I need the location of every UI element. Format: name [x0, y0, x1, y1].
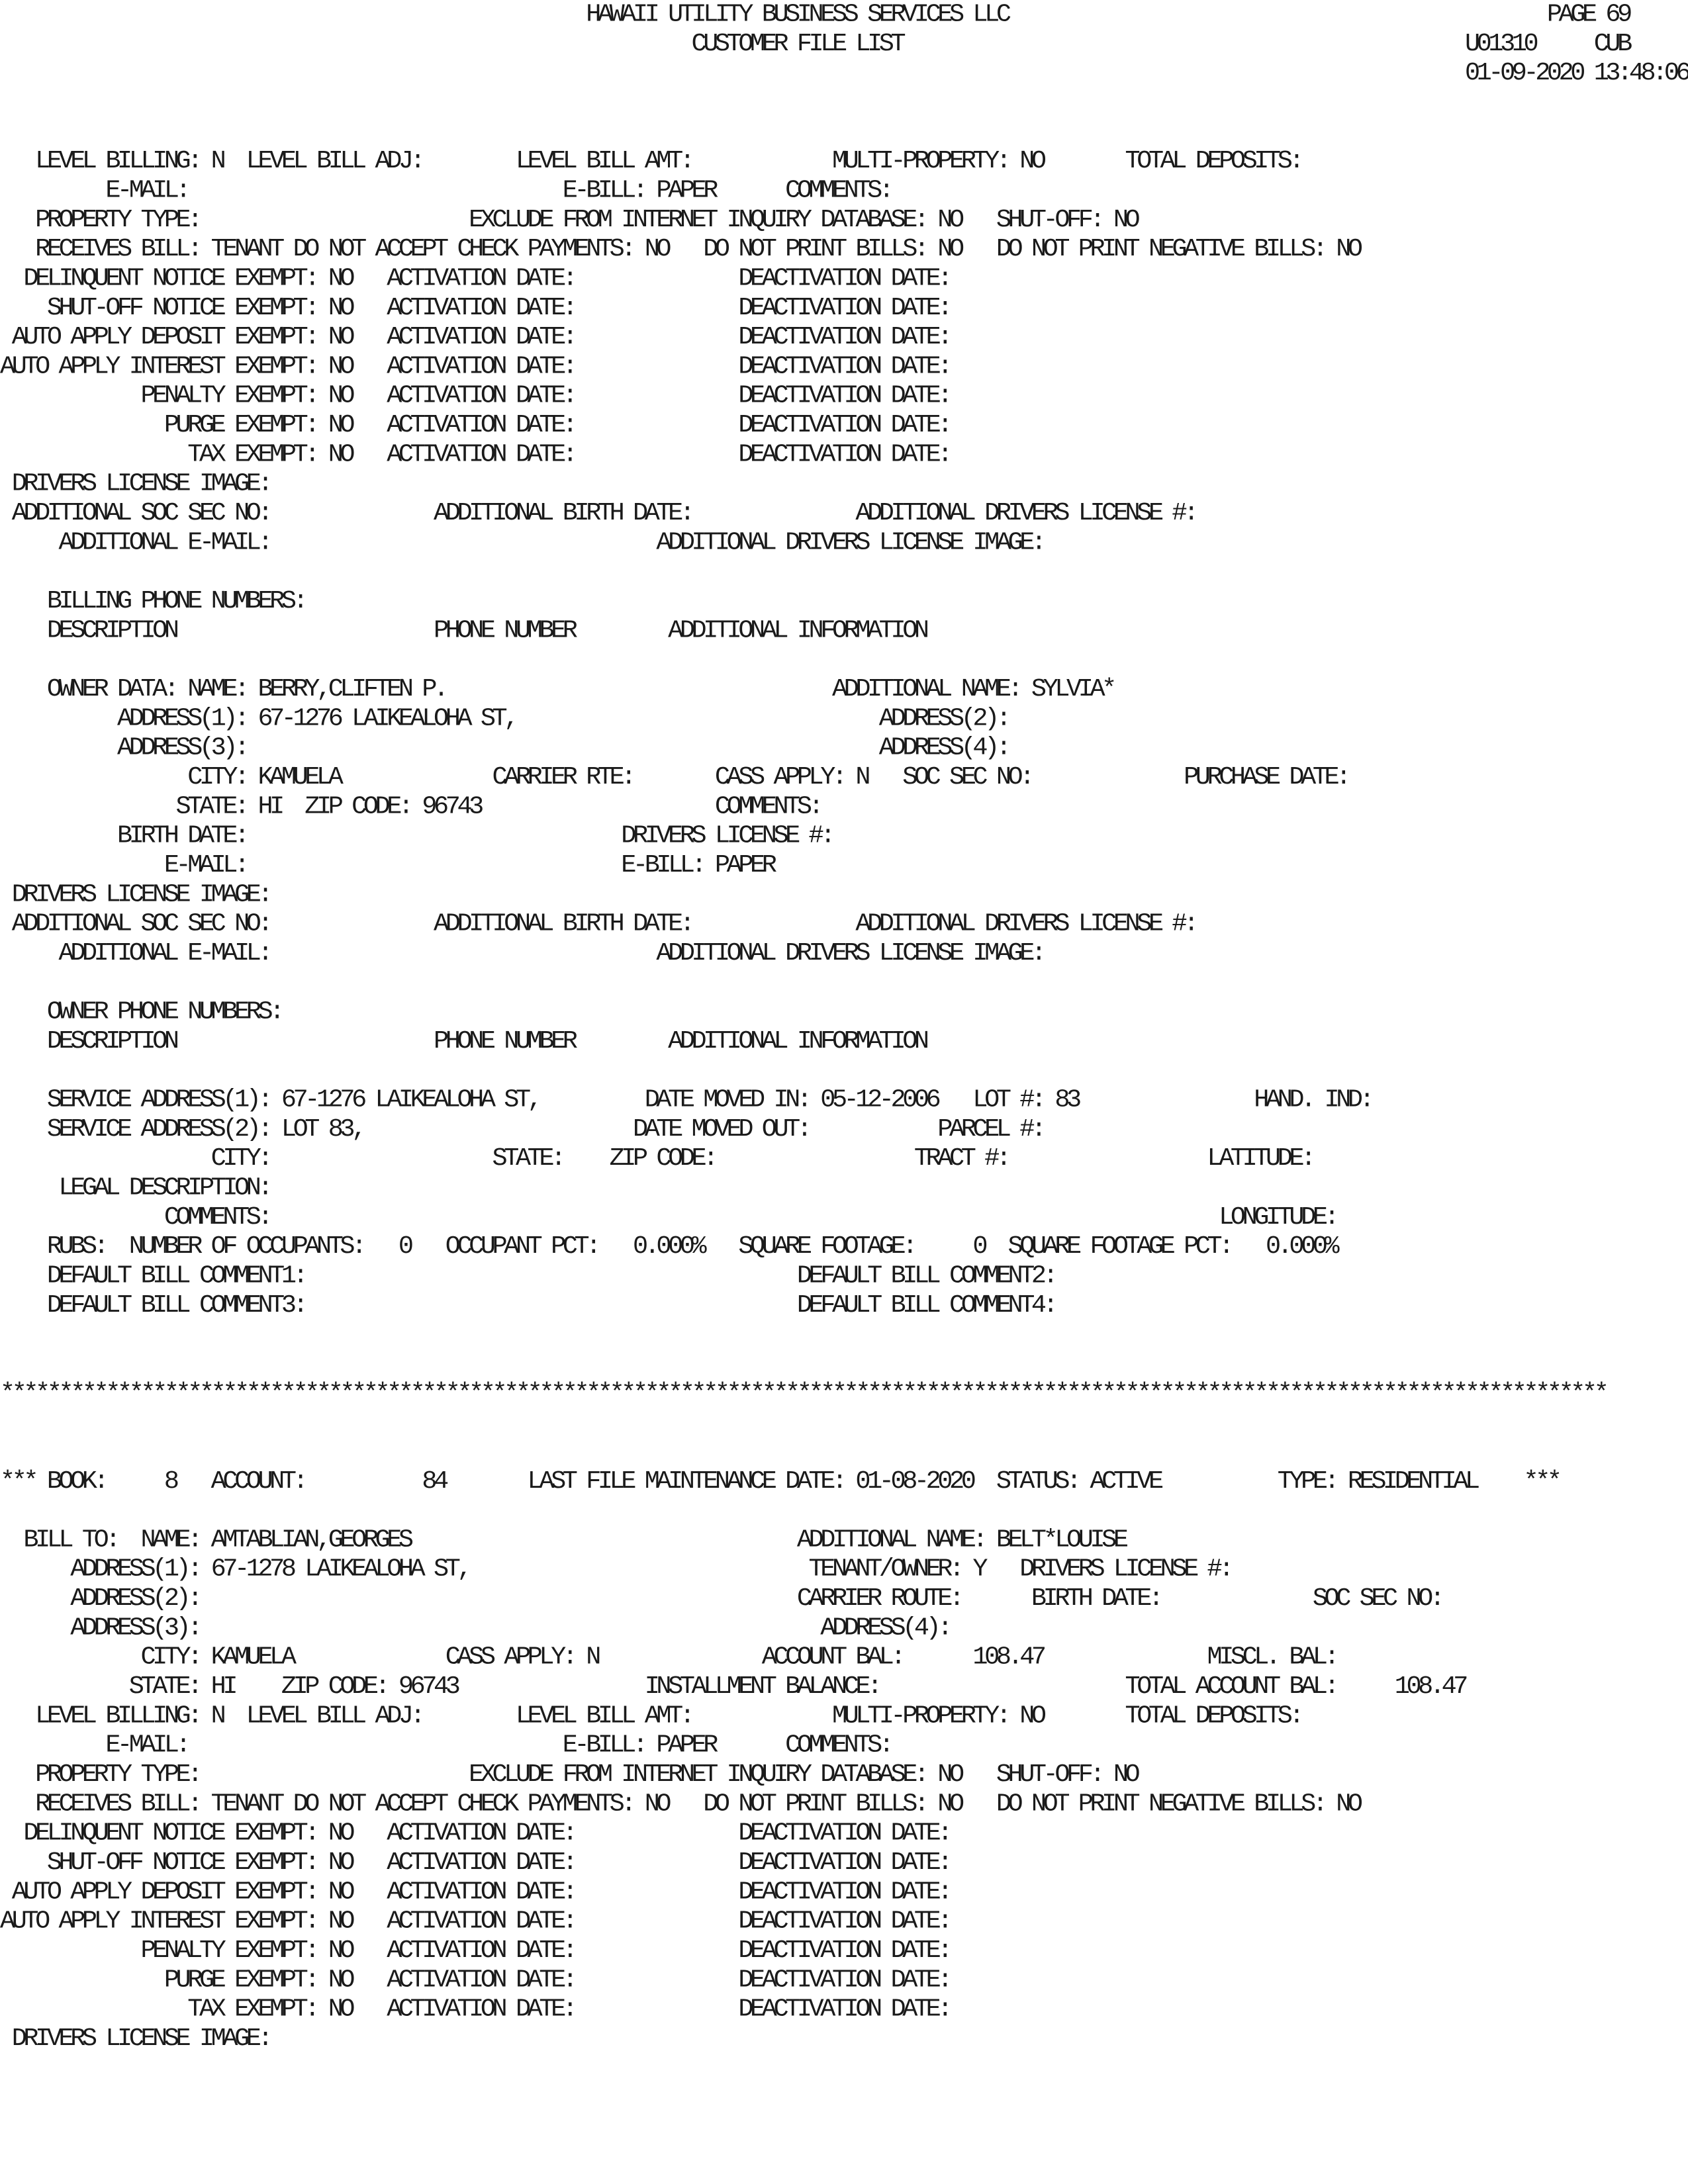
report-line: AUTO APPLY INTEREST EXEMPT: NO ACTIVATION DATE: DEACTIVATION DATE:	[0, 1907, 950, 1936]
report-line	[0, 1056, 1687, 1085]
report-line	[0, 88, 1687, 117]
report-line	[0, 1408, 1687, 1437]
report-line: ADDRESS(2): CARRIER ROUTE: BIRTH DATE: SOC SEC NO:	[0, 1584, 1442, 1613]
report-line	[0, 1496, 1687, 1525]
report-line: CITY: KAMUELA CARRIER RTE: CASS APPLY: N SOC SEC NO: PURCHASE DATE:	[0, 762, 1348, 792]
report-line: DEFAULT BILL COMMENT3: DEFAULT BILL COMMENT4:	[0, 1291, 1055, 1320]
report-line: SERVICE ADDRESS(1): 67-1276 LAIKEALOHA ST, DATE MOVED IN: 05-12-2006 LOT #: 83 HAND. IND:	[0, 1085, 1372, 1115]
report-line: CITY: KAMUELA CASS APPLY: N ACCOUNT BAL: 108.47 MISCL. BAL:	[0, 1643, 1336, 1672]
report-line: SHUT-OFF NOTICE EXEMPT: NO ACTIVATION DATE: DEACTIVATION DATE:	[0, 1848, 950, 1877]
report-line: ADDITIONAL E-MAIL: ADDITIONAL DRIVERS LICENSE IMAGE:	[0, 527, 1043, 557]
report-line: E-MAIL: E-BILL: PAPER COMMENTS:	[0, 175, 891, 205]
report-line: SHUT-OFF NOTICE EXEMPT: NO ACTIVATION DATE: DEACTIVATION DATE:	[0, 293, 950, 322]
report-line: RECEIVES BILL: TENANT DO NOT ACCEPT CHECK PAYMENTS: NO DO NOT PRINT BILLS: NO DO NOT PRINT NEGATIVE BILLS: NO	[0, 234, 1360, 263]
report-line: ADDITIONAL SOC SEC NO: ADDITIONAL BIRTH DATE: ADDITIONAL DRIVERS LICENSE #:	[0, 909, 1196, 938]
report-line: AUTO APPLY DEPOSIT EXEMPT: NO ACTIVATION DATE: DEACTIVATION DATE:	[0, 1877, 950, 1907]
report-line: PROPERTY TYPE: EXCLUDE FROM INTERNET INQUIRY DATABASE: NO SHUT-OFF: NO	[0, 1760, 1137, 1789]
report-line: LEVEL BILLING: N LEVEL BILL ADJ: LEVEL BILL AMT: MULTI-PROPERTY: NO TOTAL DEPOSITS:	[0, 1701, 1301, 1731]
report-line: LEVEL BILLING: N LEVEL BILL ADJ: LEVEL BILL AMT: MULTI-PROPERTY: NO TOTAL DEPOSITS:	[0, 146, 1301, 175]
report-line	[0, 557, 1687, 586]
report-line	[0, 645, 1687, 674]
report-line: DESCRIPTION PHONE NUMBER ADDITIONAL INFORMATION	[0, 615, 926, 645]
report-line: COMMENTS: LONGITUDE:	[0, 1203, 1336, 1232]
report-line: PENALTY EXEMPT: NO ACTIVATION DATE: DEACTIVATION DATE:	[0, 1936, 950, 1965]
report-line: ADDITIONAL SOC SEC NO: ADDITIONAL BIRTH DATE: ADDITIONAL DRIVERS LICENSE #:	[0, 498, 1196, 527]
report-line: BILL TO: NAME: AMTABLIAN,GEORGES ADDITIONAL NAME: BELT*LOUISE	[0, 1525, 1125, 1555]
report-line: OWNER PHONE NUMBERS:	[0, 997, 281, 1026]
report-line: PURGE EXEMPT: NO ACTIVATION DATE: DEACTIVATION DATE:	[0, 410, 950, 439]
report-line: RUBS: NUMBER OF OCCUPANTS: 0 OCCUPANT PCT: 0.000% SQUARE FOOTAGE: 0 SQUARE FOOTAGE PCT: 0.000%	[0, 1232, 1336, 1261]
report-line: 01-09-2020 13:48:06	[0, 58, 1688, 87]
report-line: TAX EXEMPT: NO ACTIVATION DATE: DEACTIVATION DATE:	[0, 1995, 950, 2024]
report-line: RECEIVES BILL: TENANT DO NOT ACCEPT CHECK PAYMENTS: NO DO NOT PRINT BILLS: NO DO NOT PRINT NEGATIVE BILLS: NO	[0, 1789, 1360, 1819]
report-line: ADDITIONAL E-MAIL: ADDITIONAL DRIVERS LICENSE IMAGE:	[0, 938, 1043, 968]
report-line: PENALTY EXEMPT: NO ACTIVATION DATE: DEACTIVATION DATE:	[0, 381, 950, 410]
report-line: TAX EXEMPT: NO ACTIVATION DATE: DEACTIVATION DATE:	[0, 439, 950, 469]
report-line: AUTO APPLY INTEREST EXEMPT: NO ACTIVATION DATE: DEACTIVATION DATE:	[0, 351, 950, 381]
report-line: PROPERTY TYPE: EXCLUDE FROM INTERNET INQUIRY DATABASE: NO SHUT-OFF: NO	[0, 205, 1137, 234]
report-line: DRIVERS LICENSE IMAGE:	[0, 880, 270, 909]
report-line: DESCRIPTION PHONE NUMBER ADDITIONAL INFORMATION	[0, 1026, 926, 1056]
report-line: DEFAULT BILL COMMENT1: DEFAULT BILL COMMENT2:	[0, 1261, 1055, 1291]
report-line: ADDRESS(1): 67-1276 LAIKEALOHA ST, ADDRESS(2):	[0, 704, 1008, 733]
report-line: ADDRESS(3): ADDRESS(4):	[0, 1613, 950, 1643]
report-line	[0, 1437, 1687, 1467]
report-line: DRIVERS LICENSE IMAGE:	[0, 469, 270, 498]
report-line: STATE: HI ZIP CODE: 96743 INSTALLMENT BALANCE: TOTAL ACCOUNT BAL: 108.47	[0, 1672, 1465, 1701]
report-line: DELINQUENT NOTICE EXEMPT: NO ACTIVATION DATE: DEACTIVATION DATE:	[0, 1819, 950, 1848]
report-line: OWNER DATA: NAME: BERRY,CLIFTEN P. ADDITIONAL NAME: SYLVIA*	[0, 674, 1113, 704]
report-line: *** BOOK: 8 ACCOUNT: 84 LAST FILE MAINTENANCE DATE: 01-08-2020 STATUS: ACTIVE TYPE: RESIDENTIAL ***	[0, 1467, 1559, 1496]
report-line: CITY: STATE: ZIP CODE: TRACT #: LATITUDE:	[0, 1144, 1313, 1173]
report-line: BILLING PHONE NUMBERS:	[0, 586, 305, 615]
report-line: STATE: HI ZIP CODE: 96743 COMMENTS:	[0, 792, 821, 821]
report-line: AUTO APPLY DEPOSIT EXEMPT: NO ACTIVATION DATE: DEACTIVATION DATE:	[0, 322, 950, 351]
report-line: ADDRESS(3): ADDRESS(4):	[0, 733, 1008, 762]
report-line: *****************************************************************************************************************************************	[0, 1379, 1606, 1408]
report-line: E-MAIL: E-BILL: PAPER COMMENTS:	[0, 1731, 891, 1760]
report-line: LEGAL DESCRIPTION:	[0, 1173, 270, 1203]
report-line: CUSTOMER FILE LIST U01310 CUB	[0, 29, 1629, 58]
report-line: BIRTH DATE: DRIVERS LICENSE #:	[0, 821, 832, 850]
report-line	[0, 1349, 1687, 1379]
report-line	[0, 117, 1687, 146]
report-line: SERVICE ADDRESS(2): LOT 83, DATE MOVED OUT: PARCEL #:	[0, 1115, 1043, 1144]
report-line: DRIVERS LICENSE IMAGE:	[0, 2024, 270, 2053]
report-line: PURGE EXEMPT: NO ACTIVATION DATE: DEACTIVATION DATE:	[0, 1965, 950, 1995]
report-line	[0, 1320, 1687, 1349]
report-line: DELINQUENT NOTICE EXEMPT: NO ACTIVATION DATE: DEACTIVATION DATE:	[0, 263, 950, 293]
report-line: HAWAII UTILITY BUSINESS SERVICES LLC PAGE 69	[0, 0, 1629, 29]
report-line: ADDRESS(1): 67-1278 LAIKEALOHA ST, TENANT/OWNER: Y DRIVERS LICENSE #:	[0, 1555, 1231, 1584]
report-line	[0, 968, 1687, 997]
report-line: E-MAIL: E-BILL: PAPER	[0, 850, 774, 880]
